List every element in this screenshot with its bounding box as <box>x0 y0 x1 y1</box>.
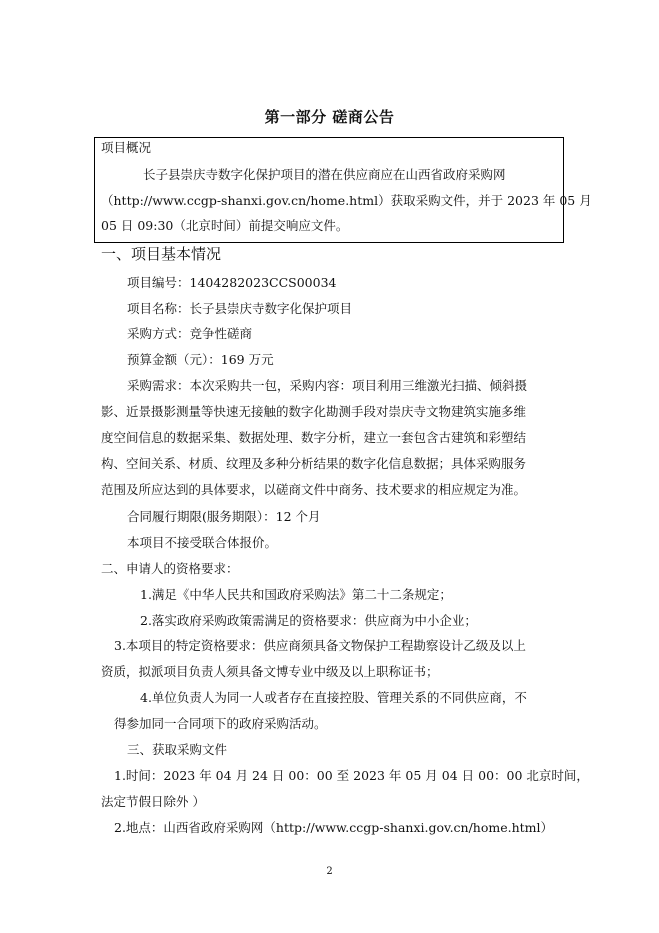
section1-line: 度空间信息的数据采集、数据处理、数字分析，建立一套包含古建筑和彩塑结 <box>101 430 527 445</box>
overview-line: （http://www.ccgp-shanxi.gov.cn/home.html）获取采购文件，并于 2023 年 05 月 <box>101 193 592 208</box>
page-number: 2 <box>326 866 333 877</box>
section2-line: 2.落实政府采购政策需满足的资格要求：供应商为中小企业； <box>140 613 477 628</box>
section1-heading: 一、项目基本情况 <box>101 245 222 263</box>
section2-line: 1.满足《中华人民共和国政府采购法》第二十二条规定； <box>140 587 452 602</box>
section2-line: 4.单位负责人为同一人或者存在直接控股、管理关系的不同供应商，不 <box>140 690 527 705</box>
section1-line: 影、近景摄影测量等快速无接触的数字化勘测手段对崇庆寺文物建筑实施多维 <box>101 404 527 419</box>
section2-line: 3.本项目的特定资格要求：供应商须具备文物保护工程勘察设计乙级及以上 <box>114 638 526 653</box>
section3-line: 法定节假日除外 ） <box>101 794 205 809</box>
overview-heading: 项目概况 <box>101 140 152 155</box>
section1-line: 范围及所应达到的具体要求，以磋商文件中商务、技术要求的相应规定为准。 <box>101 482 527 497</box>
section1-line: 合同履行期限(服务期限）：12 个月 <box>127 509 321 524</box>
overview-line: 05 日 09:30（北京时间）前提交响应文件。 <box>101 218 349 233</box>
section1-line: 项目编号：1404282023CCS00034 <box>127 275 337 290</box>
page-title: 第一部分 磋商公告 <box>264 108 395 126</box>
section2-line: 得参加同一合同项下的政府采购活动。 <box>114 716 327 731</box>
section1-line: 采购方式：竞争性磋商 <box>127 326 253 341</box>
section2-heading: 二、申请人的资格要求： <box>101 561 239 576</box>
section3-line: 2.地点：山西省政府采购网（http://www.ccgp-shanxi.gov.cn/home.html） <box>114 820 554 835</box>
section1-line: 本项目不接受联合体报价。 <box>127 535 278 550</box>
section1-line: 构、空间关系、材质、纹理及多种分析结果的数字化信息数据；具体采购服务 <box>101 456 527 471</box>
section1-line: 采购需求：本次采购共一包，采购内容：项目利用三维激光扫描、倾斜摄 <box>127 378 528 393</box>
overview-line: 长子县崇庆寺数字化保护项目的潜在供应商应在山西省政府采购网 <box>143 167 506 182</box>
section3-line: 1.时间：2023 年 04 月 24 日 00：00 至 2023 年 05 月 04 日 00：00 北京时间， <box>114 768 589 783</box>
section2-line: 资质，拟派项目负责人须具备文博专业中级及以上职称证书； <box>101 664 439 679</box>
section1-line: 预算金额（元）：169 万元 <box>127 352 274 367</box>
section1-line: 项目名称：长子县崇庆寺数字化保护项目 <box>127 301 353 316</box>
section3-heading: 三、获取采购文件 <box>127 742 228 757</box>
